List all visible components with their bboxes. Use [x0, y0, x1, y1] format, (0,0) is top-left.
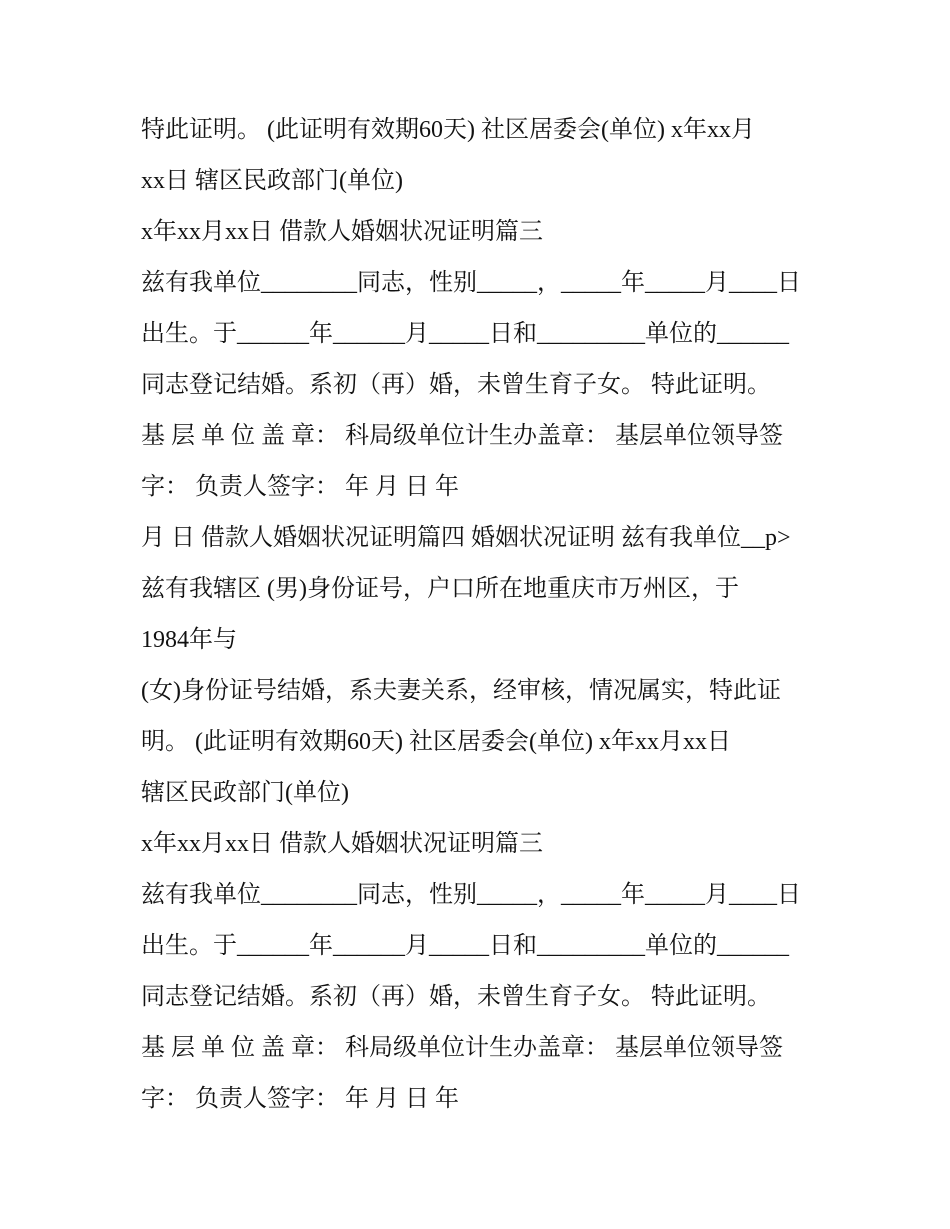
- text-line: 同志登记结婚。系初（再）婚，未曾生育子女。 特此证明。: [141, 984, 771, 1010]
- text-line: 出生。于______年______月_____日和_________单位的______: [141, 321, 789, 347]
- text-line: 字： 负责人签字： 年 月 日 年: [141, 474, 459, 500]
- text-line: 字： 负责人签字： 年 月 日 年: [141, 1086, 459, 1112]
- text-line: 兹有我单位________同志，性别_____，_____年_____月____日: [141, 270, 801, 296]
- text-line: 兹有我单位________同志，性别_____，_____年_____月____日: [141, 882, 801, 908]
- text-line: 基 层 单 位 盖 章： 科局级单位计生办盖章： 基层单位领导签: [141, 423, 783, 449]
- text-line: x年xx月xx日 借款人婚姻状况证明篇三: [141, 219, 543, 245]
- text-line: 特此证明。 (此证明有效期60天) 社区居委会(单位) x年xx月: [141, 117, 755, 143]
- text-line: (女)身份证号结婚，系夫妻关系，经审核，情况属实，特此证: [141, 678, 781, 704]
- text-line: 辖区民政部门(单位): [141, 780, 349, 806]
- text-line: 同志登记结婚。系初（再）婚，未曾生育子女。 特此证明。: [141, 372, 771, 398]
- text-line: 出生。于______年______月_____日和_________单位的______: [141, 933, 789, 959]
- text-line: x年xx月xx日 借款人婚姻状况证明篇三: [141, 831, 543, 857]
- text-line: 基 层 单 位 盖 章： 科局级单位计生办盖章： 基层单位领导签: [141, 1035, 783, 1061]
- text-line: xx日 辖区民政部门(单位): [141, 168, 403, 194]
- text-line: 兹有我辖区 (男)身份证号，户口所在地重庆市万州区，于: [141, 576, 739, 602]
- text-line: 月 日 借款人婚姻状况证明篇四 婚姻状况证明 兹有我单位__p>: [141, 525, 791, 551]
- text-line: 1984年与: [141, 627, 237, 653]
- text-line: 明。 (此证明有效期60天) 社区居委会(单位) x年xx月xx日: [141, 729, 731, 755]
- document-body: [141, 110, 821, 1130]
